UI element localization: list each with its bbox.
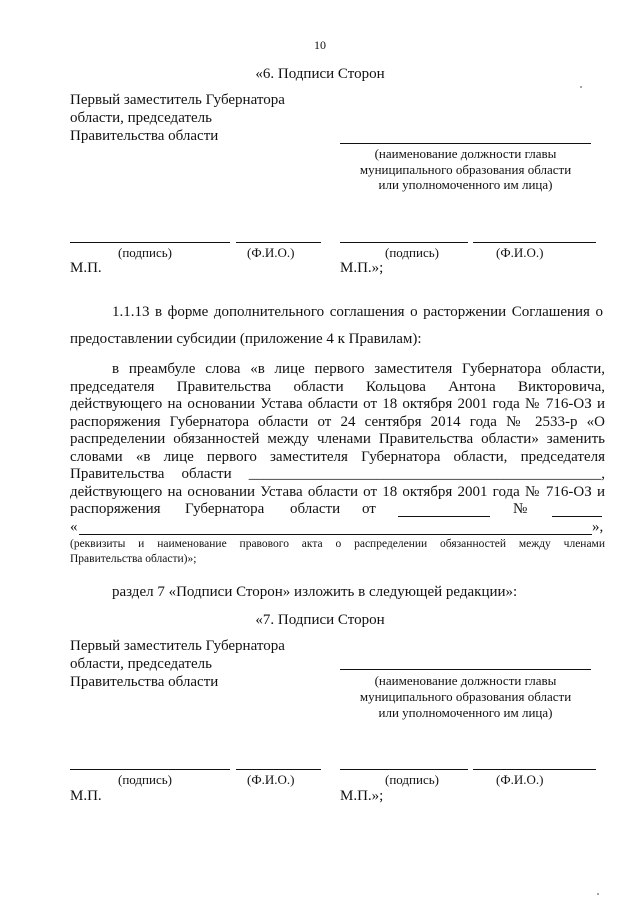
section7-sign-label-left: (подпись) xyxy=(118,772,172,787)
preamble-line: Правительства области _______________________________________________, xyxy=(70,466,605,482)
section6-caption-1: (наименование должности главы xyxy=(374,146,557,161)
preamble-line: действующего на основании Устава области от 18 октября 2001 года № 716-ОЗ и xyxy=(70,483,605,500)
section7-sign-label-right: (подпись) xyxy=(385,772,439,787)
scan-speck xyxy=(597,893,599,895)
section6-caption-2: муниципального образования области xyxy=(359,162,572,177)
order-word-e: № xyxy=(513,501,528,517)
item-1-1-13-line1: 1.1.13 в форме дополнительного соглашения о расторжении Соглашения о xyxy=(112,304,603,320)
section7-sign-line-left xyxy=(70,769,230,770)
section6-left-title-1: Первый заместитель Губернатора xyxy=(70,92,285,108)
section6-caption-3: или уполномоченного им лица) xyxy=(378,177,553,192)
section7-left-title-3: Правительства области xyxy=(70,674,219,690)
section7-left-title-1: Первый заместитель Губернатора xyxy=(70,638,285,654)
section6-sign-label-left: (подпись) xyxy=(118,245,172,260)
page-number: 10 xyxy=(314,38,326,52)
section7-mp-right: М.П.»; xyxy=(340,788,384,804)
section7-mp-left: М.П. xyxy=(70,788,102,804)
section6-fio-line-right xyxy=(473,242,596,243)
section7-heading: «7. Подписи Сторон xyxy=(255,612,385,628)
section6-fio-line-left xyxy=(236,242,321,243)
section7-intro: раздел 7 «Подписи Сторон» изложить в следующей редакции»: xyxy=(112,584,518,600)
preamble-line: распределении обязанностей между членами Правительства области» заменить xyxy=(70,431,605,447)
order-date-blank xyxy=(398,516,490,517)
section7-fio-label-left: (Ф.И.О.) xyxy=(247,772,295,787)
order-word-b: Губернатора xyxy=(185,501,265,517)
preamble-line: в преамбуле слова «в лице первого заместителя Губернатора области, xyxy=(112,361,605,377)
section6-fio-label-right: (Ф.И.О.) xyxy=(496,245,544,260)
order-word-d: от xyxy=(362,501,376,517)
section7-caption-3: или уполномоченного им лица) xyxy=(378,705,553,720)
section6-left-title-3: Правительства области xyxy=(70,128,219,144)
preamble-line: действующего на основании Устава области от 18 октября 2001 года № 716-ОЗ и xyxy=(70,396,605,412)
section7-position-line xyxy=(340,669,591,670)
section7-caption-2: муниципального образования области xyxy=(359,689,572,704)
preamble-line: словами «в лице первого заместителя Губернатора области, председателя xyxy=(70,448,605,465)
section7-fio-label-right: (Ф.И.О.) xyxy=(496,772,544,787)
preamble-line: распоряжения Губернатора области от 24 сентября 2014 года № 2533-р «О xyxy=(70,413,605,430)
section7-fio-line-right xyxy=(473,769,596,770)
preamble-paragraph xyxy=(70,361,605,501)
order-word-c: области xyxy=(290,501,341,517)
section7-sign-line-right xyxy=(340,769,468,770)
section6-mp-right: М.П.»; xyxy=(340,260,384,276)
section7-fio-line-left xyxy=(236,769,321,770)
section7-left-title-2: области, председатель xyxy=(70,656,213,672)
section6-heading: «6. Подписи Сторон xyxy=(255,66,385,82)
order-number-blank xyxy=(552,516,602,517)
footnote-line2: Правительства области)»; xyxy=(70,553,197,565)
section6-sign-line-right xyxy=(340,242,468,243)
section6-left-title-2: области, председатель xyxy=(70,110,213,126)
quote-close: », xyxy=(592,519,604,535)
quote-open: « xyxy=(70,519,78,535)
section6-sign-label-right: (подпись) xyxy=(385,245,439,260)
section6-sign-line-left xyxy=(70,242,230,243)
footnote-line1: (реквизиты и наименование правового акта о распределении обязанностей между членами xyxy=(70,538,605,550)
legal-act-blank xyxy=(79,534,592,535)
scan-speck xyxy=(580,86,582,88)
order-word-a: распоряжения xyxy=(70,501,161,517)
item-1-1-13-line2: предоставлении субсидии (приложение 4 к Правилам): xyxy=(70,331,422,347)
section6-fio-label-left: (Ф.И.О.) xyxy=(247,245,295,260)
section7-caption-1: (наименование должности главы xyxy=(374,673,557,688)
section6-position-line xyxy=(340,143,591,144)
preamble-line: председателя Правительства области Кольцова Антона Викторовича, xyxy=(70,378,605,395)
section6-mp-left: М.П. xyxy=(70,260,102,276)
